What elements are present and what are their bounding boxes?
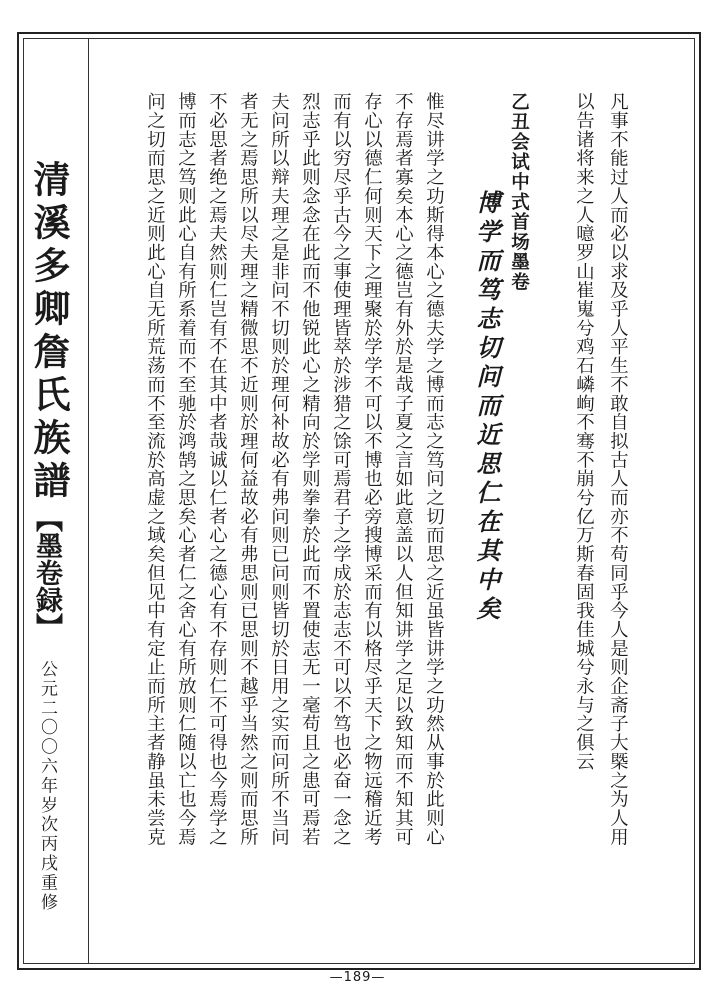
body-column-7: 者无之焉思所以尽夫理之精微思不近则於理何益故必有弗思则已思则不越乎当然之则而思所 [237,92,259,846]
edition-date: 公元二〇〇六年岁次丙戌重修 [37,660,57,913]
side-band-divider [88,38,89,964]
exam-heading: 乙丑会试中式首场墨卷 [508,92,530,292]
intro-column-2: 以告诸将来之人噫罗山崔嵬兮鸡石嶙峋不骞不崩兮亿万斯春固我佳城兮永与之俱云 [573,92,595,771]
body-column-4: 而有以穷尽乎古今之事使理皆萃於涉猎之馀可焉君子之学成於志志不可以不笃也必奋一念之 [330,92,352,846]
page-number: —189— [329,970,386,985]
inner-frame [23,38,695,964]
body-column-5: 烈志乎此则念念在此而不他锐此心之精向於学则拳拳於此而不置使志无一毫苟且之患可焉若 [299,92,321,846]
body-column-3: 存心以德仁何则天下之理聚於学学不可以不博也必旁搜博采而有以格尽乎天下之物远稽近考 [361,92,383,846]
body-column-2: 不存焉者寡矣本心之德岂有外於是哉子夏之言如此意盖以人但知讲学之足以致知而不知其可 [392,92,414,846]
body-column-1: 惟尽讲学之功斯得本心之德夫学之博而志之笃问之切而思之近虽皆讲学之功然从事於此则心 [423,92,445,846]
body-column-6: 夫问所以辩夫理之是非问不切则於理何补故必有弗问则已问则皆切於日用之实而问所不当问 [268,92,290,846]
genealogy-title: 清溪多卿詹氏族譜 [27,160,71,504]
section-label: 【墨卷録】 [31,505,62,640]
body-column-10: 问之切而思之近则此心自无所荒荡而不至流於高虚之域矣但见中有定止而所主者静虽未尝克 [144,92,166,846]
body-column-9: 博而志之笃则此心自有所系着而不至驰於鸿鹄之思矣心者仁之舍心有所放则仁随以亡也今焉 [175,92,197,846]
body-column-8: 不必思者绝之焉夫然则仁岂有不在其中者哉诚以仁者心之德心有不存则仁不可得也今焉学之 [206,92,228,846]
intro-column-1: 凡事不能过人而必以求及乎人平生不敢自拟古人而亦不苟同乎今人是则企斋子大槩之为人用 [607,92,629,846]
essay-title: 博学而笃志切问而近思仁在其中矣 [472,190,501,625]
